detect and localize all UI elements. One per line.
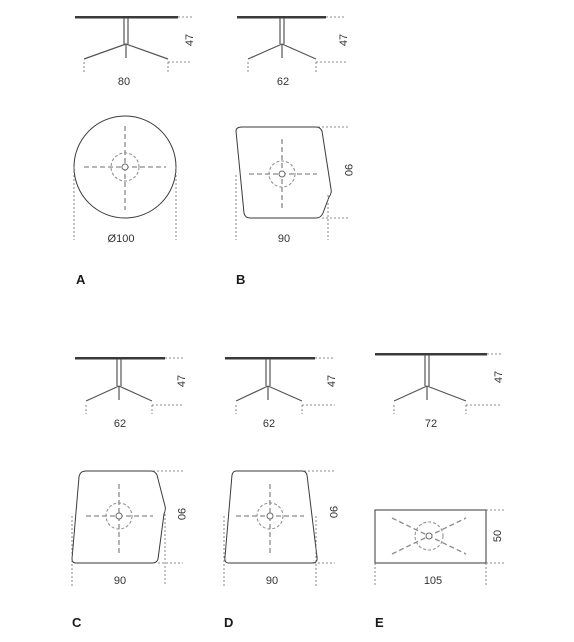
table-c-base-width: 62: [113, 418, 127, 430]
table-c: [72, 357, 188, 630]
table-a-letter: A: [76, 272, 86, 287]
table-a-side-view: [75, 16, 196, 88]
table-e-side-view: [375, 353, 505, 430]
table-e-height: 47: [493, 370, 505, 384]
table-c-letter: C: [72, 615, 82, 630]
table-a: [74, 16, 196, 287]
table-b-letter: B: [236, 272, 246, 287]
table-c-width: 90: [113, 575, 127, 587]
table-b-top-view: [236, 127, 354, 245]
table-d-letter: D: [224, 615, 234, 630]
table-d-base-width: 62: [262, 418, 276, 430]
table-a-top-view: [74, 116, 176, 245]
table-c-depth: 90: [175, 507, 187, 521]
table-b-depth: 90: [342, 163, 354, 177]
table-d-top-view: [224, 471, 339, 587]
table-d-width: 90: [265, 575, 279, 587]
table-b-base-width: 62: [276, 76, 290, 88]
table-e-top-view: [375, 510, 506, 587]
table-d: [224, 357, 339, 630]
table-c-side-view: [75, 357, 188, 430]
table-e: [375, 353, 506, 630]
table-b-width: 90: [277, 233, 291, 245]
table-b-side-view: [237, 16, 350, 88]
table-d-height: 47: [326, 374, 338, 388]
table-b-height: 47: [338, 33, 350, 47]
table-c-top-view: [72, 471, 187, 587]
table-e-width: 105: [423, 575, 443, 587]
table-e-base-width: 72: [424, 418, 438, 430]
table-d-depth: 90: [327, 505, 339, 519]
table-a-base-width: 80: [117, 76, 131, 88]
table-e-letter: E: [375, 615, 384, 630]
table-a-height: 47: [184, 33, 196, 47]
table-e-depth: 50: [492, 529, 504, 543]
table-d-side-view: [225, 357, 338, 430]
table-c-height: 47: [176, 374, 188, 388]
table-a-diameter: Ø100: [107, 233, 135, 245]
table-b: [236, 16, 354, 287]
